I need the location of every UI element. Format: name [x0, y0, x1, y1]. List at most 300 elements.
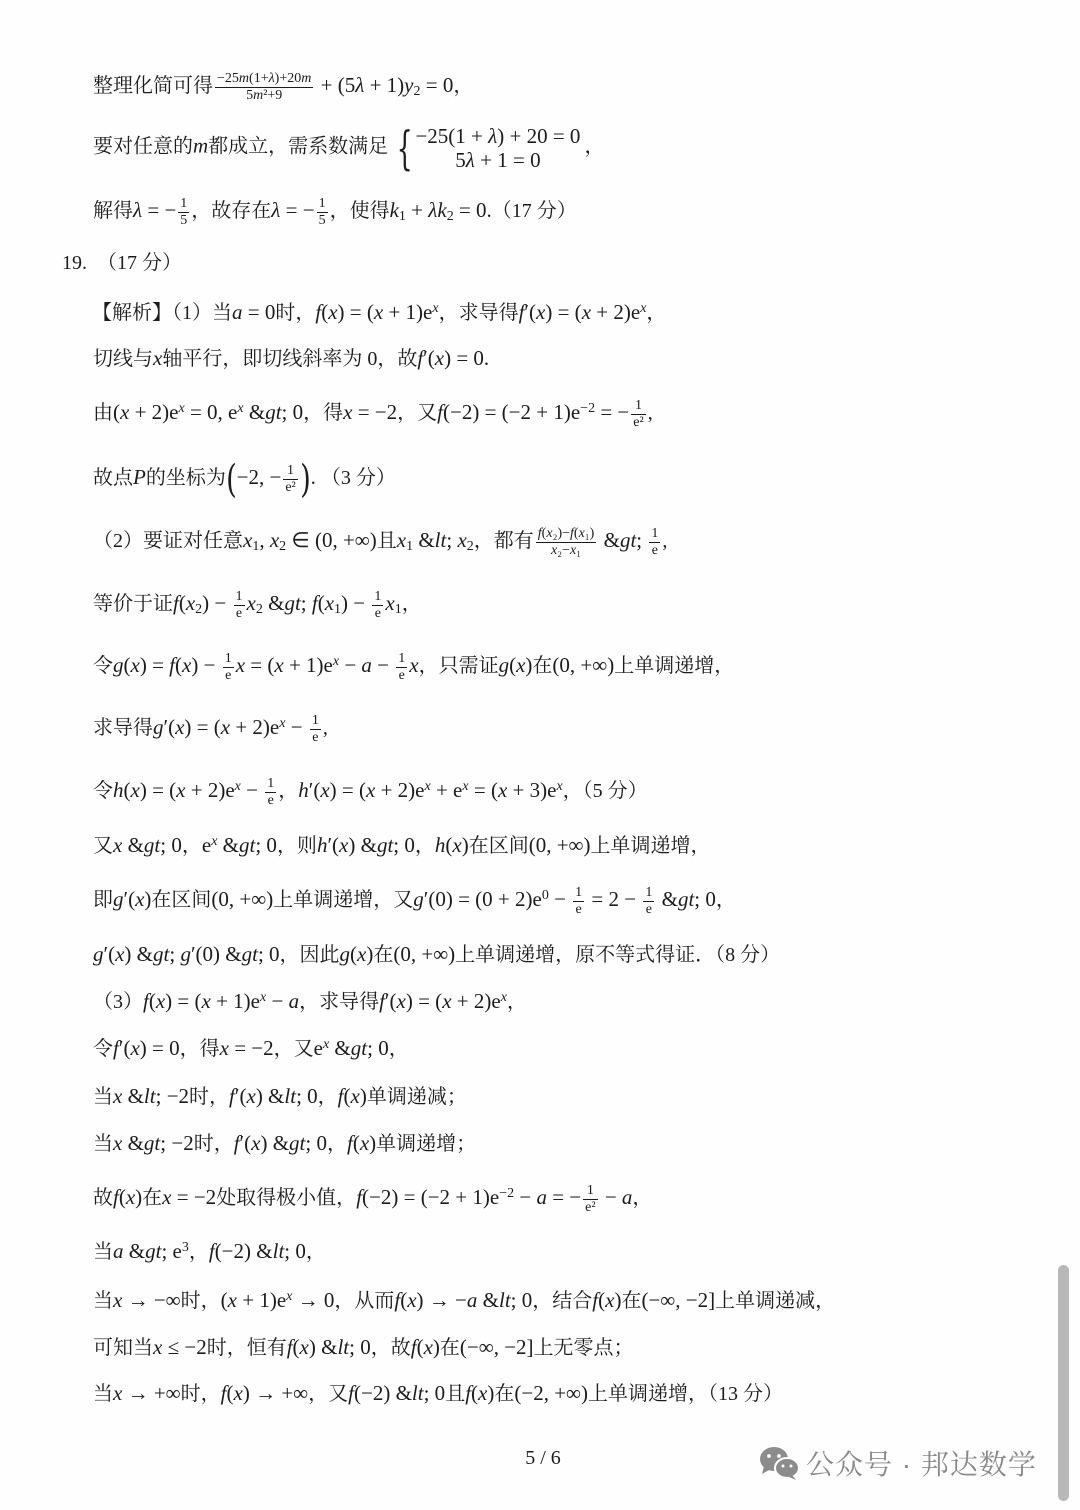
- math-variable: x: [219, 1036, 229, 1060]
- math-variable: x: [153, 346, 163, 370]
- math-run: h(x) = (x + 2)e: [113, 778, 235, 802]
- math-variable: x: [324, 591, 335, 615]
- math-run: f(−2) &lt; 0: [208, 1239, 306, 1263]
- math-variable: x: [113, 1288, 123, 1312]
- math-variable: x: [175, 715, 185, 739]
- math-run: = 0: [420, 73, 454, 97]
- math-variable: x: [322, 1037, 330, 1052]
- math-variable: x: [343, 400, 353, 424]
- subscript: 1: [394, 602, 402, 618]
- text-run: ，都有: [473, 530, 534, 552]
- math-variable: g: [498, 653, 510, 677]
- math-variable: x: [373, 300, 384, 324]
- bubble-large-eye: [767, 1454, 771, 1458]
- math-run: f(x) = (x + 1)e: [143, 989, 261, 1013]
- math-variable: f: [592, 1288, 599, 1312]
- math-variable: x: [396, 528, 407, 552]
- equation-system: [390, 121, 581, 175]
- system-row: 5λ + 1 = 0: [455, 148, 541, 172]
- math-variable: f: [394, 1288, 401, 1312]
- math-run: (−∞, −2]: [459, 1335, 534, 1359]
- fraction-denominator: e: [396, 667, 407, 684]
- math-run: x ≤ −2: [153, 1335, 207, 1359]
- text-line: [93, 392, 653, 432]
- math-run: e: [313, 1036, 323, 1060]
- math-variable: x: [462, 779, 469, 794]
- math-run: [247, 591, 256, 615]
- wechat-icon: [758, 1445, 800, 1481]
- math-variable: f: [348, 1381, 354, 1405]
- math-variable: g: [143, 1131, 155, 1155]
- math-variable: x: [246, 1084, 256, 1108]
- text-run: ，: [317, 1086, 338, 1108]
- text-line: [93, 583, 422, 623]
- text-run: 19.: [62, 252, 87, 274]
- math-variable: g: [289, 1131, 300, 1155]
- fraction-denominator: e²: [585, 1199, 596, 1215]
- text-line: [93, 825, 711, 865]
- text-run: 在区间: [151, 889, 212, 911]
- watermark-text: 公众号 · 邦达数学: [806, 1449, 1037, 1480]
- text-run: 当: [93, 1086, 113, 1108]
- math-variable: f: [143, 989, 149, 1013]
- fraction: [223, 651, 234, 684]
- math-run: , x: [259, 528, 280, 552]
- math-variable: x: [182, 653, 192, 677]
- text-run: 上单调递增，原不等式得证．（8 分）: [455, 944, 781, 966]
- math-run: [153, 346, 162, 370]
- math-variable: x: [130, 653, 140, 677]
- math-run: −: [548, 887, 572, 911]
- math-run: f′(x) = 0: [113, 1036, 180, 1060]
- subscript: 1: [334, 602, 342, 618]
- math-variable: a: [536, 1185, 547, 1209]
- math-variable: λ: [271, 198, 281, 222]
- math-variable: f: [315, 300, 322, 324]
- math-variable: f: [337, 1084, 344, 1108]
- text-run: ，: [414, 835, 435, 857]
- fraction-numerator: 1: [586, 1182, 594, 1198]
- math-variable: f: [356, 1185, 363, 1209]
- text-run: 上无零点；: [533, 1337, 634, 1359]
- text-line: [93, 879, 736, 919]
- text-line: [93, 1327, 634, 1367]
- text-run: ，又: [308, 1383, 349, 1405]
- fraction: [234, 589, 245, 622]
- subscript: 2: [255, 602, 263, 618]
- math-variable: f: [346, 1131, 353, 1155]
- text-run: 当: [93, 1383, 113, 1405]
- math-run: f(−2) &lt; 0: [348, 1381, 446, 1405]
- subscript: 1: [406, 539, 414, 555]
- math-variable: x: [125, 1185, 136, 1209]
- math-variable: x: [260, 990, 267, 1005]
- math-run: g′(x) = (x + 2)e: [153, 715, 280, 739]
- math-variable: f: [379, 989, 385, 1013]
- math-variable: g: [265, 400, 276, 424]
- math-variable: x: [452, 833, 462, 857]
- text-run: ，又: [397, 402, 438, 424]
- math-variable: t: [688, 887, 695, 911]
- text-run: 轴平行，即切线斜率为 0，故: [162, 348, 418, 370]
- fraction: [649, 526, 660, 559]
- math-variable: l: [143, 1084, 150, 1108]
- text-line: [92, 292, 666, 332]
- text-run: 又: [93, 835, 113, 857]
- math-variable: g: [113, 887, 124, 911]
- math-run: h′(x) &gt; 0: [316, 833, 415, 857]
- math-run: f(x): [337, 1084, 367, 1108]
- math-run: a &gt; e: [113, 1239, 182, 1263]
- text-run: ，: [632, 1187, 653, 1209]
- text-line: [93, 934, 780, 974]
- text-run: 在: [373, 944, 394, 966]
- superscript: 0: [541, 888, 549, 903]
- math-run: f(x) → −a &lt; 0: [394, 1288, 533, 1312]
- fraction: [396, 651, 407, 684]
- fraction-numerator: 1: [224, 650, 232, 666]
- text-run: 由: [93, 402, 113, 424]
- problem-header: [62, 243, 182, 283]
- vertical-scrollbar-thumb[interactable]: [1058, 1265, 1069, 1501]
- math-run: f(−2) = (−2 + 1)e: [437, 400, 581, 424]
- text-run: 的坐标为: [145, 467, 226, 489]
- math-variable: x: [328, 300, 338, 324]
- text-line: [93, 121, 605, 175]
- math-variable: t: [417, 1381, 424, 1405]
- text-run: 等价于证: [93, 593, 173, 615]
- math-variable: x: [274, 653, 284, 677]
- text-line: [93, 457, 396, 502]
- math-variable: x: [357, 942, 367, 966]
- text-run: 且: [376, 530, 397, 552]
- math-variable: g: [93, 942, 104, 966]
- fraction-denominator: e: [265, 792, 276, 809]
- math-run: .: [310, 465, 316, 489]
- math-run: [390, 198, 399, 222]
- math-variable: x: [269, 528, 280, 552]
- math-run: = −: [595, 400, 630, 424]
- fraction-numerator: 1: [374, 588, 382, 604]
- math-variable: g: [180, 942, 191, 966]
- math-run: g(x): [498, 653, 533, 677]
- math-variable: x: [235, 653, 246, 677]
- math-variable: l: [498, 1288, 505, 1312]
- math-variable: x: [130, 778, 140, 802]
- math-variable: g: [143, 833, 155, 857]
- math-variable: g: [376, 833, 388, 857]
- text-run: ，使得: [329, 200, 390, 222]
- text-line: [93, 1028, 409, 1068]
- fraction-numerator: 1: [318, 195, 326, 211]
- math-variable: a: [621, 1185, 633, 1209]
- math-variable: h: [113, 778, 124, 802]
- math-variable: a: [113, 1239, 124, 1263]
- text-run: 在区间: [468, 835, 529, 857]
- math-variable: x: [581, 300, 592, 324]
- text-run: ，从而: [334, 1290, 395, 1312]
- math-variable: f: [233, 1131, 240, 1155]
- text-run: 令: [93, 1038, 113, 1060]
- text-line: [93, 981, 527, 1021]
- text-run: （2）要证对任意: [93, 530, 243, 552]
- fraction: [536, 526, 597, 559]
- system-brace: {: [396, 121, 413, 175]
- superscript: −2: [499, 1186, 515, 1201]
- math-variable: x: [299, 1335, 309, 1359]
- fraction-denominator: x₂−x₁: [536, 542, 597, 559]
- text-run: 可知当: [93, 1337, 153, 1359]
- fraction-numerator: 1: [575, 884, 583, 900]
- text-run: ，则: [276, 835, 317, 857]
- math-variable: g: [284, 591, 295, 615]
- math-run: (−∞, −2]: [641, 1288, 716, 1312]
- fraction: [215, 71, 313, 104]
- text-run: ，: [305, 1241, 326, 1263]
- text-run: （17 分）: [87, 252, 182, 274]
- text-run: 当: [93, 1133, 113, 1155]
- text-run: ，: [401, 593, 422, 615]
- math-variable: x: [227, 1288, 237, 1312]
- math-variable: P: [133, 465, 146, 489]
- math-variable: t: [249, 833, 256, 857]
- math-run: λ = −: [271, 198, 315, 222]
- math-run: − a = −: [514, 1185, 582, 1209]
- text-run: ，: [646, 302, 667, 324]
- math-variable: g: [153, 942, 164, 966]
- math-variable: k: [437, 198, 447, 222]
- text-line: [93, 190, 577, 230]
- text-run: （3 分）: [315, 467, 396, 489]
- text-run: 时，: [180, 1383, 221, 1405]
- text-run: ，（5 分）: [562, 780, 648, 802]
- math-run: g′(x) &gt; g′(0) &gt; 0: [93, 942, 280, 966]
- math-variable: a: [232, 300, 243, 324]
- system-rows: [415, 124, 580, 172]
- text-run: ，求导得: [299, 991, 380, 1013]
- text-run: ，得: [303, 402, 344, 424]
- math-variable: f: [518, 300, 525, 324]
- fraction-denominator: e²: [633, 414, 644, 430]
- math-variable: x: [234, 779, 241, 794]
- fraction: [583, 1183, 597, 1216]
- math-variable: f: [286, 1335, 293, 1359]
- math-variable: l: [284, 1084, 291, 1108]
- text-run: ，: [506, 991, 527, 1013]
- math-variable: g: [153, 715, 164, 739]
- fraction: [178, 196, 189, 229]
- text-run: ，因此: [279, 944, 340, 966]
- math-variable: x: [385, 591, 395, 615]
- math-variable: g: [145, 1239, 156, 1263]
- fraction-numerator: −25m(1+λ)+20m: [217, 70, 312, 86]
- math-variable: x: [332, 654, 340, 669]
- math-variable: λ: [488, 124, 498, 148]
- math-run: f′(x) = (x + 2)e: [518, 300, 641, 324]
- text-run: 当: [93, 1290, 113, 1312]
- subscript: 2: [279, 539, 287, 555]
- math-variable: x: [424, 779, 431, 794]
- text-run: 单调递减；: [366, 1086, 467, 1108]
- math-variable: f: [537, 525, 542, 541]
- text-run: 上单调递增，: [614, 655, 735, 677]
- text-run: 解得: [93, 200, 133, 222]
- math-variable: t: [154, 833, 161, 857]
- text-line: [93, 645, 734, 685]
- bubble-small: [775, 1458, 799, 1478]
- text-run: 单调递增；: [376, 1133, 477, 1155]
- math-variable: g: [677, 887, 689, 911]
- math-run: x = −2: [343, 400, 398, 424]
- text-run: （3）: [93, 991, 143, 1013]
- math-variable: f: [311, 591, 318, 615]
- text-run: （17 分）: [491, 200, 577, 222]
- text-run: 都成立，需系数满足: [208, 135, 389, 158]
- text-run: 上单调递减，: [715, 1290, 836, 1312]
- math-variable: x: [457, 528, 467, 552]
- math-run: x &gt; 0: [113, 833, 182, 857]
- math-run: = 0.: [453, 198, 492, 222]
- math-run: g(x): [339, 942, 374, 966]
- fraction: [372, 589, 383, 622]
- text-run: ，结合: [532, 1290, 593, 1312]
- math-run: [409, 653, 418, 677]
- math-run: − a: [599, 1185, 633, 1209]
- math-variable: g: [239, 833, 250, 857]
- math-run: −: [240, 778, 264, 802]
- math-variable: f: [465, 1381, 472, 1405]
- fraction-numerator: 1: [267, 775, 275, 791]
- text-run: ，: [278, 780, 299, 802]
- math-variable: x: [497, 778, 508, 802]
- math-run: f′(x) = 0.: [417, 346, 490, 370]
- math-variable: f: [437, 400, 443, 424]
- math-variable: m: [238, 70, 250, 86]
- math-run: f(x) &lt; 0: [286, 1335, 371, 1359]
- text-run: 上单调递增，: [590, 835, 711, 857]
- math-run: a = 0: [232, 300, 276, 324]
- math-run: f′(x) &gt; 0: [233, 1131, 327, 1155]
- subscript: 2: [466, 539, 474, 555]
- math-run: [385, 591, 394, 615]
- text-run: ，得: [179, 1038, 220, 1060]
- bubble-large-eye: [777, 1454, 781, 1458]
- math-variable: t: [361, 1036, 368, 1060]
- math-variable: x: [237, 401, 244, 416]
- math-variable: g: [619, 528, 631, 552]
- math-run: f(x): [410, 1335, 440, 1359]
- fraction-numerator: 1: [180, 195, 188, 211]
- math-variable: h: [434, 833, 446, 857]
- math-variable: x: [113, 1084, 123, 1108]
- math-variable: f: [570, 525, 574, 541]
- fraction-denominator: e²: [285, 479, 296, 495]
- math-variable: h: [316, 833, 328, 857]
- fraction: [631, 398, 645, 431]
- math-variable: f: [208, 1239, 215, 1263]
- math-run: λ = −: [133, 198, 177, 222]
- math-run: &gt; f(x: [262, 591, 335, 615]
- fraction-numerator: 1: [398, 650, 406, 666]
- math-variable: t: [290, 1084, 297, 1108]
- fraction: [310, 713, 321, 746]
- math-run: − a: [266, 989, 300, 1013]
- math-variable: t: [299, 1131, 306, 1155]
- text-run: 要对任意的: [93, 135, 193, 158]
- math-variable: k: [389, 198, 399, 222]
- math-variable: λ: [428, 198, 438, 222]
- math-variable: f: [173, 591, 179, 615]
- math-variable: x: [220, 715, 231, 739]
- text-run: ，: [584, 135, 605, 158]
- subscript: 2: [413, 84, 421, 100]
- math-variable: x: [185, 591, 196, 615]
- math-run: ) −: [202, 591, 232, 615]
- fraction-numerator: f(x₂)−f(x₁): [537, 525, 595, 541]
- math-variable: f: [169, 653, 176, 677]
- math-variable: x: [423, 1335, 433, 1359]
- text-run: 时，: [180, 1290, 221, 1312]
- math-run: x → −∞: [113, 1288, 181, 1312]
- text-run: ，故存在: [191, 200, 272, 222]
- bubble-small-eye: [782, 1465, 785, 1468]
- math-run: (−2, +∞): [514, 1381, 589, 1405]
- math-run: &gt; 0: [329, 1036, 389, 1060]
- math-run: (x + 2)e: [113, 400, 179, 424]
- fraction-denominator: e: [649, 542, 660, 559]
- text-run: 时，: [189, 1086, 230, 1108]
- text-run: ，: [453, 75, 474, 97]
- math-run: (0, +∞): [552, 653, 615, 677]
- math-variable: t: [275, 400, 282, 424]
- math-variable: f: [220, 1381, 227, 1405]
- text-run: 时，: [275, 302, 316, 324]
- math-run: [193, 134, 208, 158]
- math-variable: l: [434, 528, 441, 552]
- math-variable: x: [551, 542, 558, 558]
- text-run: 在: [494, 1383, 515, 1405]
- subscript: 1: [252, 539, 260, 555]
- math-run: f′(x) = (x + 2)e: [379, 989, 501, 1013]
- math-variable: x: [409, 653, 419, 677]
- fraction-denominator: 5m²+9: [215, 87, 313, 104]
- math-run: x &lt; −2: [113, 1084, 190, 1108]
- subscript: 1: [398, 209, 406, 225]
- math-run: &gt; 0: [243, 400, 304, 424]
- math-variable: l: [411, 1381, 418, 1405]
- math-variable: λ: [268, 70, 275, 86]
- math-run: −: [285, 715, 308, 739]
- math-variable: t: [294, 591, 301, 615]
- math-run: (0, +∞): [393, 942, 456, 966]
- math-run: = (x + 3)e: [468, 778, 557, 802]
- math-variable: x: [442, 989, 452, 1013]
- math-variable: f: [410, 1335, 417, 1359]
- math-variable: x: [339, 833, 349, 857]
- math-run: f(x): [113, 1185, 143, 1209]
- math-variable: t: [630, 528, 637, 552]
- fraction: [573, 885, 584, 918]
- text-run: 整理化简可得: [93, 75, 213, 97]
- text-run: 在: [532, 655, 553, 677]
- math-variable: x: [432, 301, 439, 316]
- math-run: f(x): [592, 1288, 622, 1312]
- math-variable: x: [130, 1036, 140, 1060]
- math-variable: x: [155, 989, 166, 1013]
- text-run: 上单调递增，又: [273, 889, 414, 911]
- math-variable: x: [350, 1084, 360, 1108]
- math-variable: x: [120, 400, 130, 424]
